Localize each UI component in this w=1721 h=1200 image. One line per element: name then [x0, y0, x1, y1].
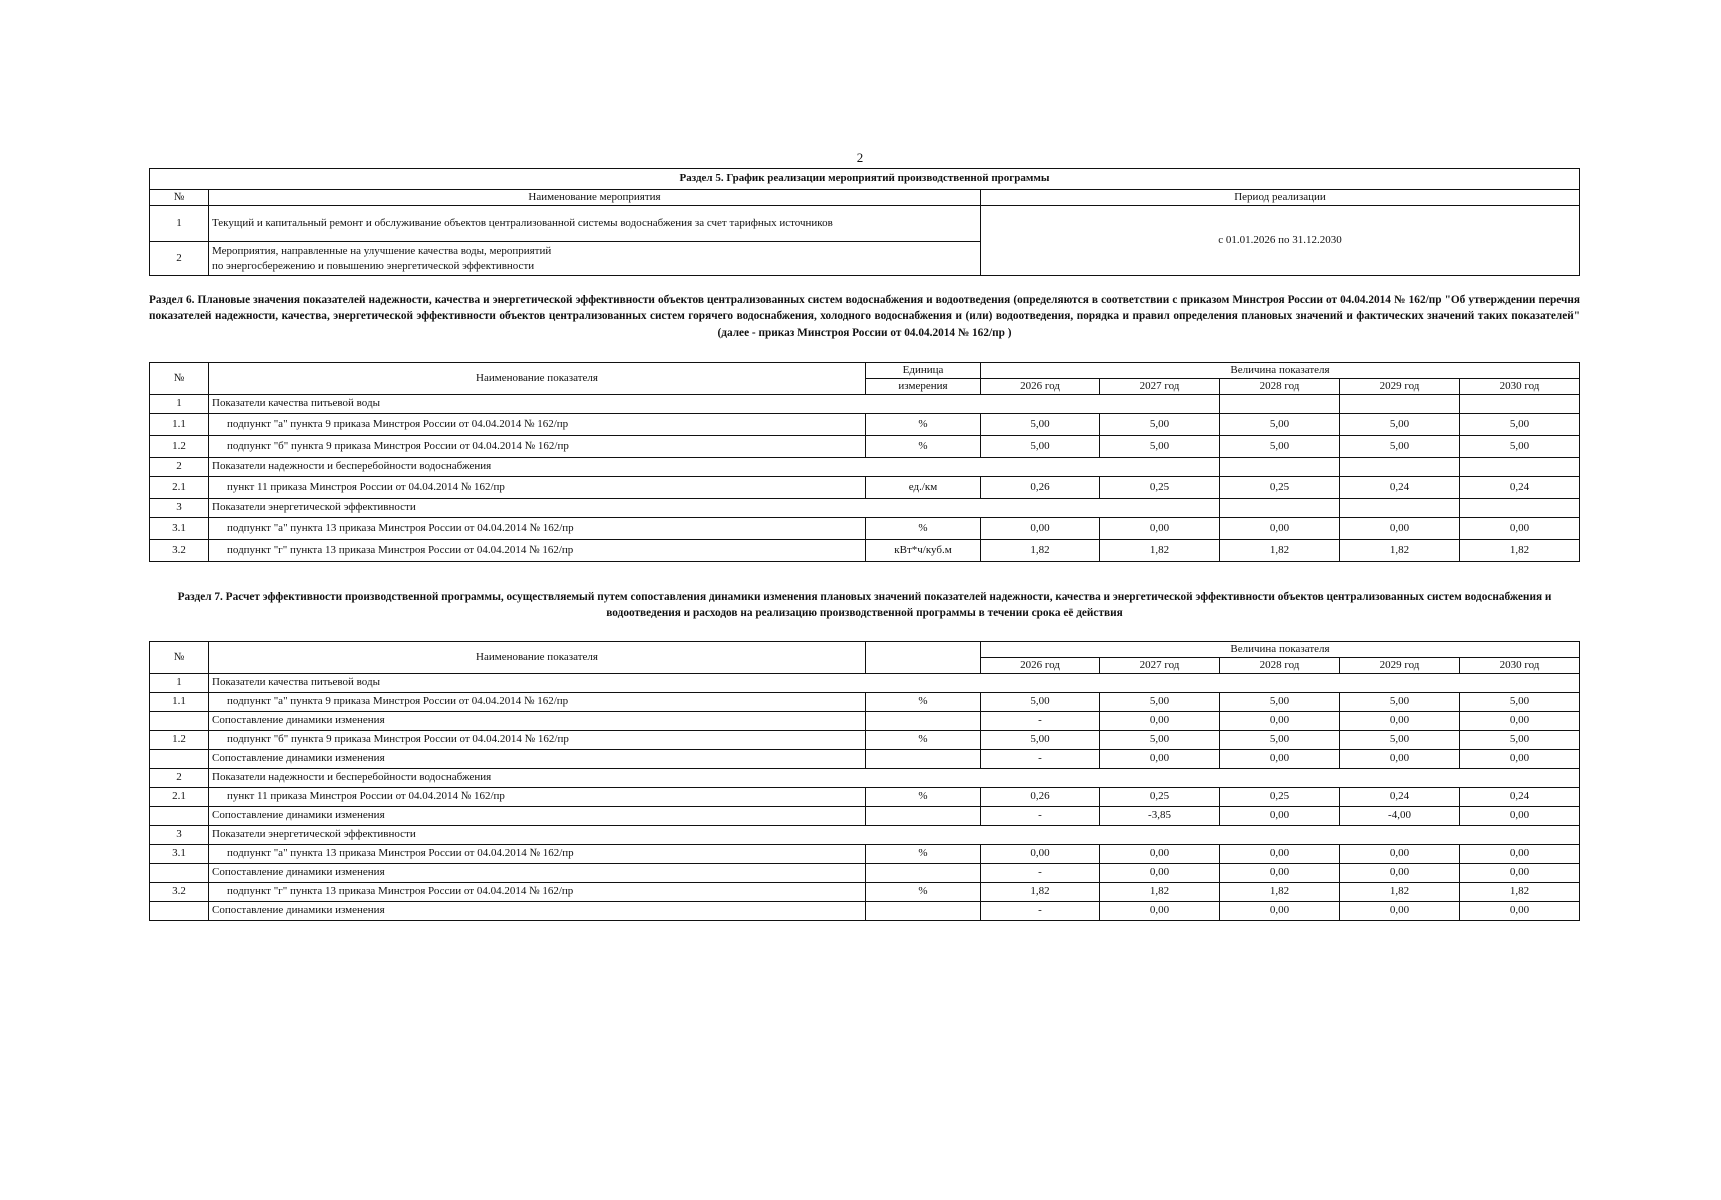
empty-cell: [1460, 395, 1580, 414]
value-cell: 0,00: [1100, 712, 1220, 731]
value-cell: -3,85: [1100, 807, 1220, 826]
unit-cell: %: [866, 693, 981, 712]
section6-row: [150, 458, 1580, 477]
value-cell: 5,00: [981, 693, 1100, 712]
section7-row: [150, 712, 1580, 731]
unit-cell: %: [866, 788, 981, 807]
section6-col-no: №: [150, 363, 209, 395]
row-number: 3.2: [150, 540, 209, 562]
value-cell: -: [981, 712, 1100, 731]
unit-cell: [866, 750, 981, 769]
row-number: 3.2: [150, 883, 209, 902]
value-cell: 0,25: [1100, 477, 1220, 499]
indicator-name: подпункт "а" пункта 13 приказа Минстроя России от 04.04.2014 № 162/пр: [209, 518, 866, 540]
value-cell: -: [981, 864, 1100, 883]
value-cell: 0,00: [1460, 807, 1580, 826]
section7-col-no: №: [150, 642, 209, 674]
indicator-name: подпункт "а" пункта 13 приказа Минстроя России от 04.04.2014 № 162/пр: [209, 845, 866, 864]
row-number: 3.1: [150, 845, 209, 864]
section7-year-header: 2029 год: [1340, 658, 1460, 674]
indicator-name: подпункт "а" пункта 9 приказа Минстроя России от 04.04.2014 № 162/пр: [209, 414, 866, 436]
empty-cell: [1220, 458, 1340, 477]
section7-col-value: Величина показателя: [981, 642, 1580, 658]
section6-year-header: 2028 год: [1220, 379, 1340, 395]
group-name: Показатели энергетической эффективности: [209, 499, 1220, 518]
section7-row: [150, 845, 1580, 864]
comparison-label: Сопоставление динамики изменения: [209, 864, 866, 883]
value-cell: 5,00: [981, 436, 1100, 458]
row-number: 2: [150, 458, 209, 477]
section5-col-period: Период реализации: [981, 190, 1580, 206]
row-number: 1.2: [150, 731, 209, 750]
section6-col-unit: измерения: [866, 379, 981, 395]
section5-table: [149, 168, 1580, 276]
value-cell: 0,00: [1340, 518, 1460, 540]
section6-row: [150, 540, 1580, 562]
empty-cell: [1220, 499, 1340, 518]
section5-row-no: 2: [150, 242, 209, 276]
empty-cell: [1340, 458, 1460, 477]
comparison-label: Сопоставление динамики изменения: [209, 902, 866, 921]
section5-col-name: Наименование мероприятия: [209, 190, 981, 206]
value-cell: 0,00: [1460, 712, 1580, 731]
value-cell: 5,00: [1460, 436, 1580, 458]
indicator-name: подпункт "б" пункта 9 приказа Минстроя России от 04.04.2014 № 162/пр: [209, 436, 866, 458]
row-number: 2.1: [150, 477, 209, 499]
value-cell: 5,00: [1340, 731, 1460, 750]
value-cell: 0,00: [1340, 845, 1460, 864]
section7-row: [150, 864, 1580, 883]
section6-col-name: Наименование показателя: [209, 363, 866, 395]
row-number: 1: [150, 674, 209, 693]
value-cell: 0,00: [1100, 845, 1220, 864]
value-cell: 5,00: [981, 414, 1100, 436]
unit-cell: %: [866, 731, 981, 750]
section7-row: [150, 826, 1580, 845]
section6-col-unit: Единица: [866, 363, 981, 379]
row-number: [150, 712, 209, 731]
unit-cell: ед./км: [866, 477, 981, 499]
row-number: [150, 807, 209, 826]
unit-cell: %: [866, 436, 981, 458]
value-cell: 0,00: [1340, 902, 1460, 921]
unit-cell: %: [866, 883, 981, 902]
value-cell: 1,82: [981, 883, 1100, 902]
value-cell: 0,24: [1460, 788, 1580, 807]
section7-row: [150, 769, 1580, 788]
value-cell: 0,00: [1340, 712, 1460, 731]
section7-year-header: 2027 год: [1100, 658, 1220, 674]
section6-year-header: 2029 год: [1340, 379, 1460, 395]
group-name: Показатели энергетической эффективности: [209, 826, 1580, 845]
value-cell: 1,82: [1460, 883, 1580, 902]
section6-title: Раздел 6. Плановые значения показателей надежности, качества и энергетической эффективности объектов централизованных систем водоснабжения и водоотведения (определяются в соответствии с приказом Минстроя России от 04.04.2014 № 162/пр "Об утверждении перечня показателей надежности, качества, энергетической эффективности объектов централизованных систем горячего водоснабжения, холодного водоснабжения и (или) водоотведения, порядка и правил определения плановых значений и фактических значений таких показателей" (далее - приказ Минстроя России от 04.04.2014 № 162/пр ): [149, 294, 1580, 339]
value-cell: 0,00: [1340, 864, 1460, 883]
section5-title: Раздел 5. График реализации мероприятий производственной программы: [150, 169, 1580, 190]
row-number: 3: [150, 826, 209, 845]
section7-row: [150, 674, 1580, 693]
value-cell: 0,24: [1340, 477, 1460, 499]
row-number: 1: [150, 395, 209, 414]
comparison-label: Сопоставление динамики изменения: [209, 750, 866, 769]
row-number: 2.1: [150, 788, 209, 807]
section7-row: [150, 807, 1580, 826]
empty-cell: [1220, 395, 1340, 414]
value-cell: 0,00: [1220, 807, 1340, 826]
section5-col-no: №: [150, 190, 209, 206]
indicator-name: подпункт "б" пункта 9 приказа Минстроя России от 04.04.2014 № 162/пр: [209, 731, 866, 750]
section5-row-name-line: по энергосбережению и повышению энергетической эффективности: [212, 259, 535, 272]
value-cell: 0,00: [1220, 750, 1340, 769]
section7-row: [150, 693, 1580, 712]
value-cell: 0,00: [1100, 518, 1220, 540]
unit-cell: [866, 807, 981, 826]
section7-col-name: Наименование показателя: [209, 642, 866, 674]
value-cell: 1,82: [1100, 540, 1220, 562]
section7-title: Раздел 7. Расчет эффективности производственной программы, осуществляемый путем сопоставления динамики изменения плановых значений показателей надежности, качества и энергетической эффективности объектов централизованных систем водоснабжения и водоотведения и расходов на реализацию производственной программы в течении срока её действия: [177, 591, 1552, 620]
value-cell: -4,00: [1340, 807, 1460, 826]
section7-row: [150, 731, 1580, 750]
section7-row: [150, 750, 1580, 769]
value-cell: 5,00: [1340, 414, 1460, 436]
section5-row-name-line: Мероприятия, направленные на улучшение качества воды, мероприятий: [212, 244, 552, 257]
indicator-name: подпункт "г" пункта 13 приказа Минстроя России от 04.04.2014 № 162/пр: [209, 540, 866, 562]
row-number: 1.1: [150, 414, 209, 436]
value-cell: 1,82: [1460, 540, 1580, 562]
section7-col-unit: [866, 642, 981, 674]
indicator-name: подпункт "г" пункта 13 приказа Минстроя России от 04.04.2014 № 162/пр: [209, 883, 866, 902]
value-cell: 5,00: [1100, 731, 1220, 750]
group-name: Показатели качества питьевой воды: [209, 674, 1580, 693]
value-cell: 5,00: [1340, 693, 1460, 712]
empty-cell: [1340, 395, 1460, 414]
value-cell: 0,00: [1460, 518, 1580, 540]
comparison-label: Сопоставление динамики изменения: [209, 712, 866, 731]
section7-row: [150, 883, 1580, 902]
section7-table: [149, 641, 1580, 921]
value-cell: 5,00: [1460, 693, 1580, 712]
section6-year-header: 2027 год: [1100, 379, 1220, 395]
row-number: 1.1: [150, 693, 209, 712]
value-cell: 0,00: [1220, 864, 1340, 883]
value-cell: 0,26: [981, 788, 1100, 807]
page-number: 2: [856, 150, 864, 165]
value-cell: 0,00: [1220, 902, 1340, 921]
section7-row: [150, 788, 1580, 807]
section6-table: [149, 362, 1580, 562]
value-cell: 0,00: [1460, 750, 1580, 769]
row-number: 1.2: [150, 436, 209, 458]
unit-cell: кВт*ч/куб.м: [866, 540, 981, 562]
unit-cell: %: [866, 414, 981, 436]
value-cell: 5,00: [1220, 731, 1340, 750]
row-number: 3.1: [150, 518, 209, 540]
value-cell: 5,00: [1460, 414, 1580, 436]
value-cell: 5,00: [1460, 731, 1580, 750]
value-cell: 5,00: [1100, 436, 1220, 458]
unit-cell: [866, 712, 981, 731]
value-cell: -: [981, 902, 1100, 921]
comparison-label: Сопоставление динамики изменения: [209, 807, 866, 826]
section5-row-no: 1: [150, 206, 209, 242]
section5-period: с 01.01.2026 по 31.12.2030: [981, 206, 1580, 276]
value-cell: 0,00: [1340, 750, 1460, 769]
row-number: 2: [150, 769, 209, 788]
value-cell: 0,00: [1460, 845, 1580, 864]
value-cell: 0,26: [981, 477, 1100, 499]
value-cell: 5,00: [981, 731, 1100, 750]
value-cell: 1,82: [1220, 883, 1340, 902]
section7-year-header: 2030 год: [1460, 658, 1580, 674]
value-cell: 1,82: [1220, 540, 1340, 562]
value-cell: 0,00: [981, 518, 1100, 540]
value-cell: 5,00: [1220, 414, 1340, 436]
value-cell: 5,00: [1340, 436, 1460, 458]
empty-cell: [1340, 499, 1460, 518]
value-cell: 0,00: [1220, 712, 1340, 731]
row-number: [150, 902, 209, 921]
section6-row: [150, 395, 1580, 414]
value-cell: 0,00: [981, 845, 1100, 864]
row-number: [150, 864, 209, 883]
value-cell: 0,00: [1100, 902, 1220, 921]
value-cell: 0,00: [1460, 864, 1580, 883]
section6-year-header: 2026 год: [981, 379, 1100, 395]
value-cell: -: [981, 750, 1100, 769]
section5-row-name: [209, 242, 981, 276]
section6-row: [150, 499, 1580, 518]
indicator-name: подпункт "а" пункта 9 приказа Минстроя России от 04.04.2014 № 162/пр: [209, 693, 866, 712]
value-cell: -: [981, 807, 1100, 826]
value-cell: 0,00: [1100, 750, 1220, 769]
unit-cell: %: [866, 518, 981, 540]
section7-year-header: 2028 год: [1220, 658, 1340, 674]
section6-year-header: 2030 год: [1460, 379, 1580, 395]
value-cell: 5,00: [1220, 693, 1340, 712]
group-name: Показатели надежности и бесперебойности водоснабжения: [209, 458, 1220, 477]
section6-row: [150, 436, 1580, 458]
value-cell: 1,82: [1340, 540, 1460, 562]
value-cell: 0,00: [1460, 902, 1580, 921]
section6-row: [150, 414, 1580, 436]
unit-cell: [866, 864, 981, 883]
value-cell: 1,82: [981, 540, 1100, 562]
section5-row-name: Текущий и капитальный ремонт и обслуживание объектов централизованной системы водоснабжения за счет тарифных источников: [209, 206, 981, 242]
value-cell: 5,00: [1100, 414, 1220, 436]
empty-cell: [1460, 499, 1580, 518]
value-cell: 0,00: [1220, 845, 1340, 864]
value-cell: 0,25: [1100, 788, 1220, 807]
value-cell: 0,24: [1460, 477, 1580, 499]
value-cell: 0,24: [1340, 788, 1460, 807]
row-number: [150, 750, 209, 769]
value-cell: 5,00: [1100, 693, 1220, 712]
unit-cell: [866, 902, 981, 921]
unit-cell: %: [866, 845, 981, 864]
section6-row: [150, 477, 1580, 499]
section7-year-header: 2026 год: [981, 658, 1100, 674]
group-name: Показатели надежности и бесперебойности водоснабжения: [209, 769, 1580, 788]
value-cell: 0,25: [1220, 788, 1340, 807]
value-cell: 5,00: [1220, 436, 1340, 458]
indicator-name: пункт 11 приказа Минстроя России от 04.04.2014 № 162/пр: [209, 477, 866, 499]
value-cell: 1,82: [1340, 883, 1460, 902]
section6-col-value: Величина показателя: [981, 363, 1580, 379]
section7-row: [150, 902, 1580, 921]
value-cell: 0,25: [1220, 477, 1340, 499]
section6-row: [150, 518, 1580, 540]
row-number: 3: [150, 499, 209, 518]
empty-cell: [1460, 458, 1580, 477]
group-name: Показатели качества питьевой воды: [209, 395, 1220, 414]
value-cell: 1,82: [1100, 883, 1220, 902]
value-cell: 0,00: [1220, 518, 1340, 540]
indicator-name: пункт 11 приказа Минстроя России от 04.04.2014 № 162/пр: [209, 788, 866, 807]
value-cell: 0,00: [1100, 864, 1220, 883]
